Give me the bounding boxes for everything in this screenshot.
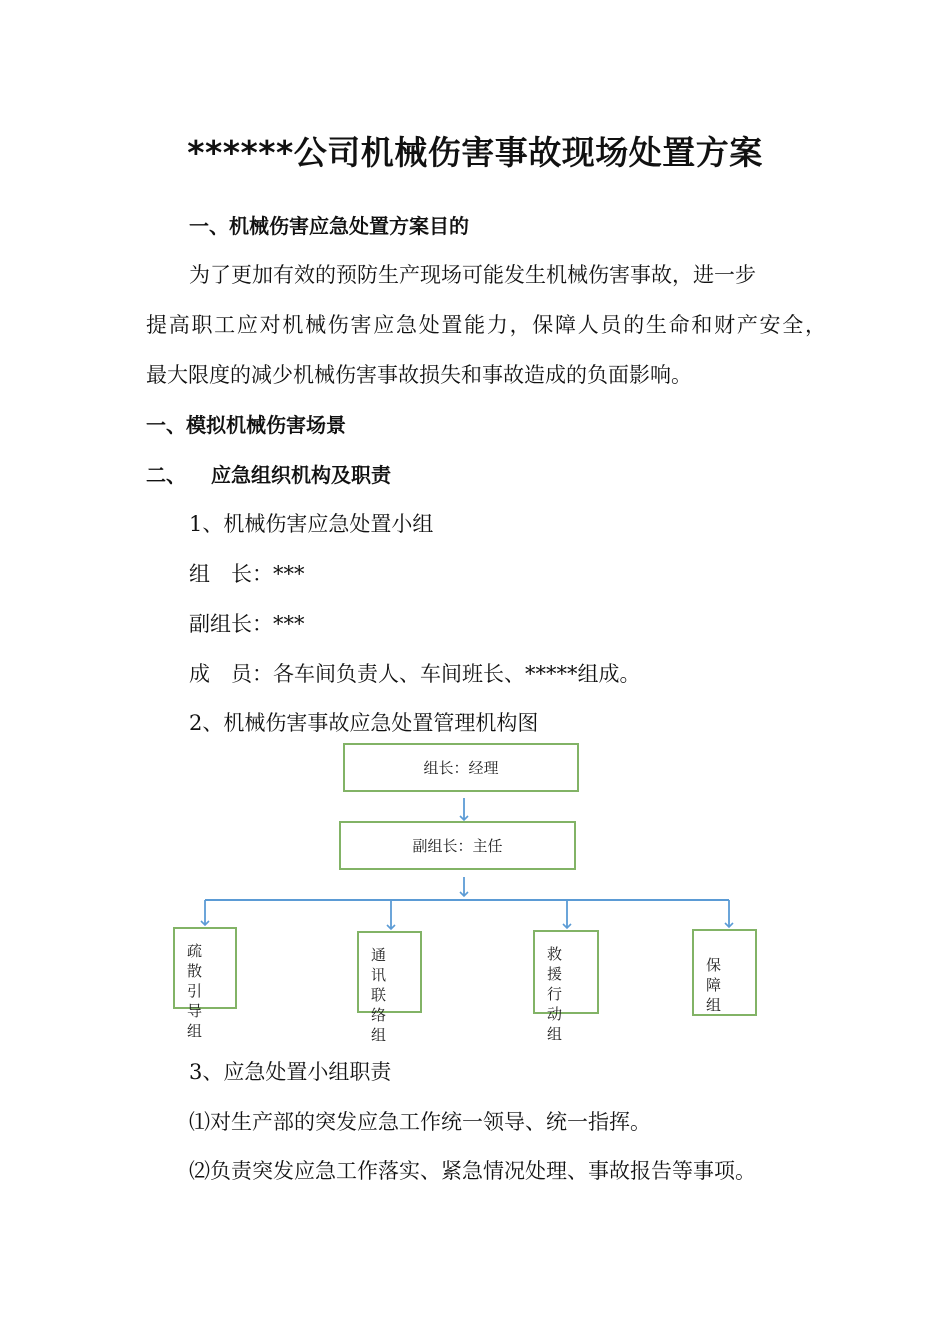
duty-line-2: ⑵负责突发应急工作落实、紧急情况处理、事故报告等事项。 <box>189 1159 756 1183</box>
subheading-org-chart: 2、机械伤害事故应急处置管理机构图 <box>189 711 539 735</box>
org-box-evacuation-group: 疏散引导组 <box>173 927 237 1009</box>
heading-purpose: 一、机械伤害应急处置方案目的 <box>189 214 469 238</box>
subheading-duties: 3、应急处置小组职责 <box>189 1060 392 1084</box>
members-line: 成 员：各车间负责人、车间班长、*****组成。 <box>189 662 641 686</box>
org-box-deputy: 副组长：主任 <box>339 821 576 870</box>
heading-org-number: 二、 <box>146 463 186 487</box>
org-box-communication-group: 通讯联络组 <box>357 931 422 1013</box>
org-box-leader: 组长：经理 <box>343 743 579 792</box>
purpose-line-1: 为了更加有效的预防生产现场可能发生机械伤害事故，进一步 <box>189 263 756 287</box>
purpose-line-2: 提高职工应对机械伤害应急处置能力，保障人员的生命和财产安全， <box>146 313 826 337</box>
subheading-group: 1、机械伤害应急处置小组 <box>189 512 434 536</box>
duty-line-1: ⑴对生产部的突发应急工作统一领导、统一指挥。 <box>189 1110 651 1134</box>
org-box-rescue-group: 救援行动组 <box>533 930 599 1014</box>
deputy-line: 副组长：*** <box>189 612 305 636</box>
document-title: ******公司机械伤害事故现场处置方案 <box>187 133 763 172</box>
heading-scene: 一、模拟机械伤害场景 <box>146 413 346 437</box>
leader-line: 组 长：*** <box>189 562 305 586</box>
purpose-line-3: 最大限度的减少机械伤害事故损失和事故造成的负面影响。 <box>146 363 692 387</box>
org-box-support-group: 保障组 <box>692 929 757 1016</box>
heading-org-text: 应急组织机构及职责 <box>211 463 391 487</box>
